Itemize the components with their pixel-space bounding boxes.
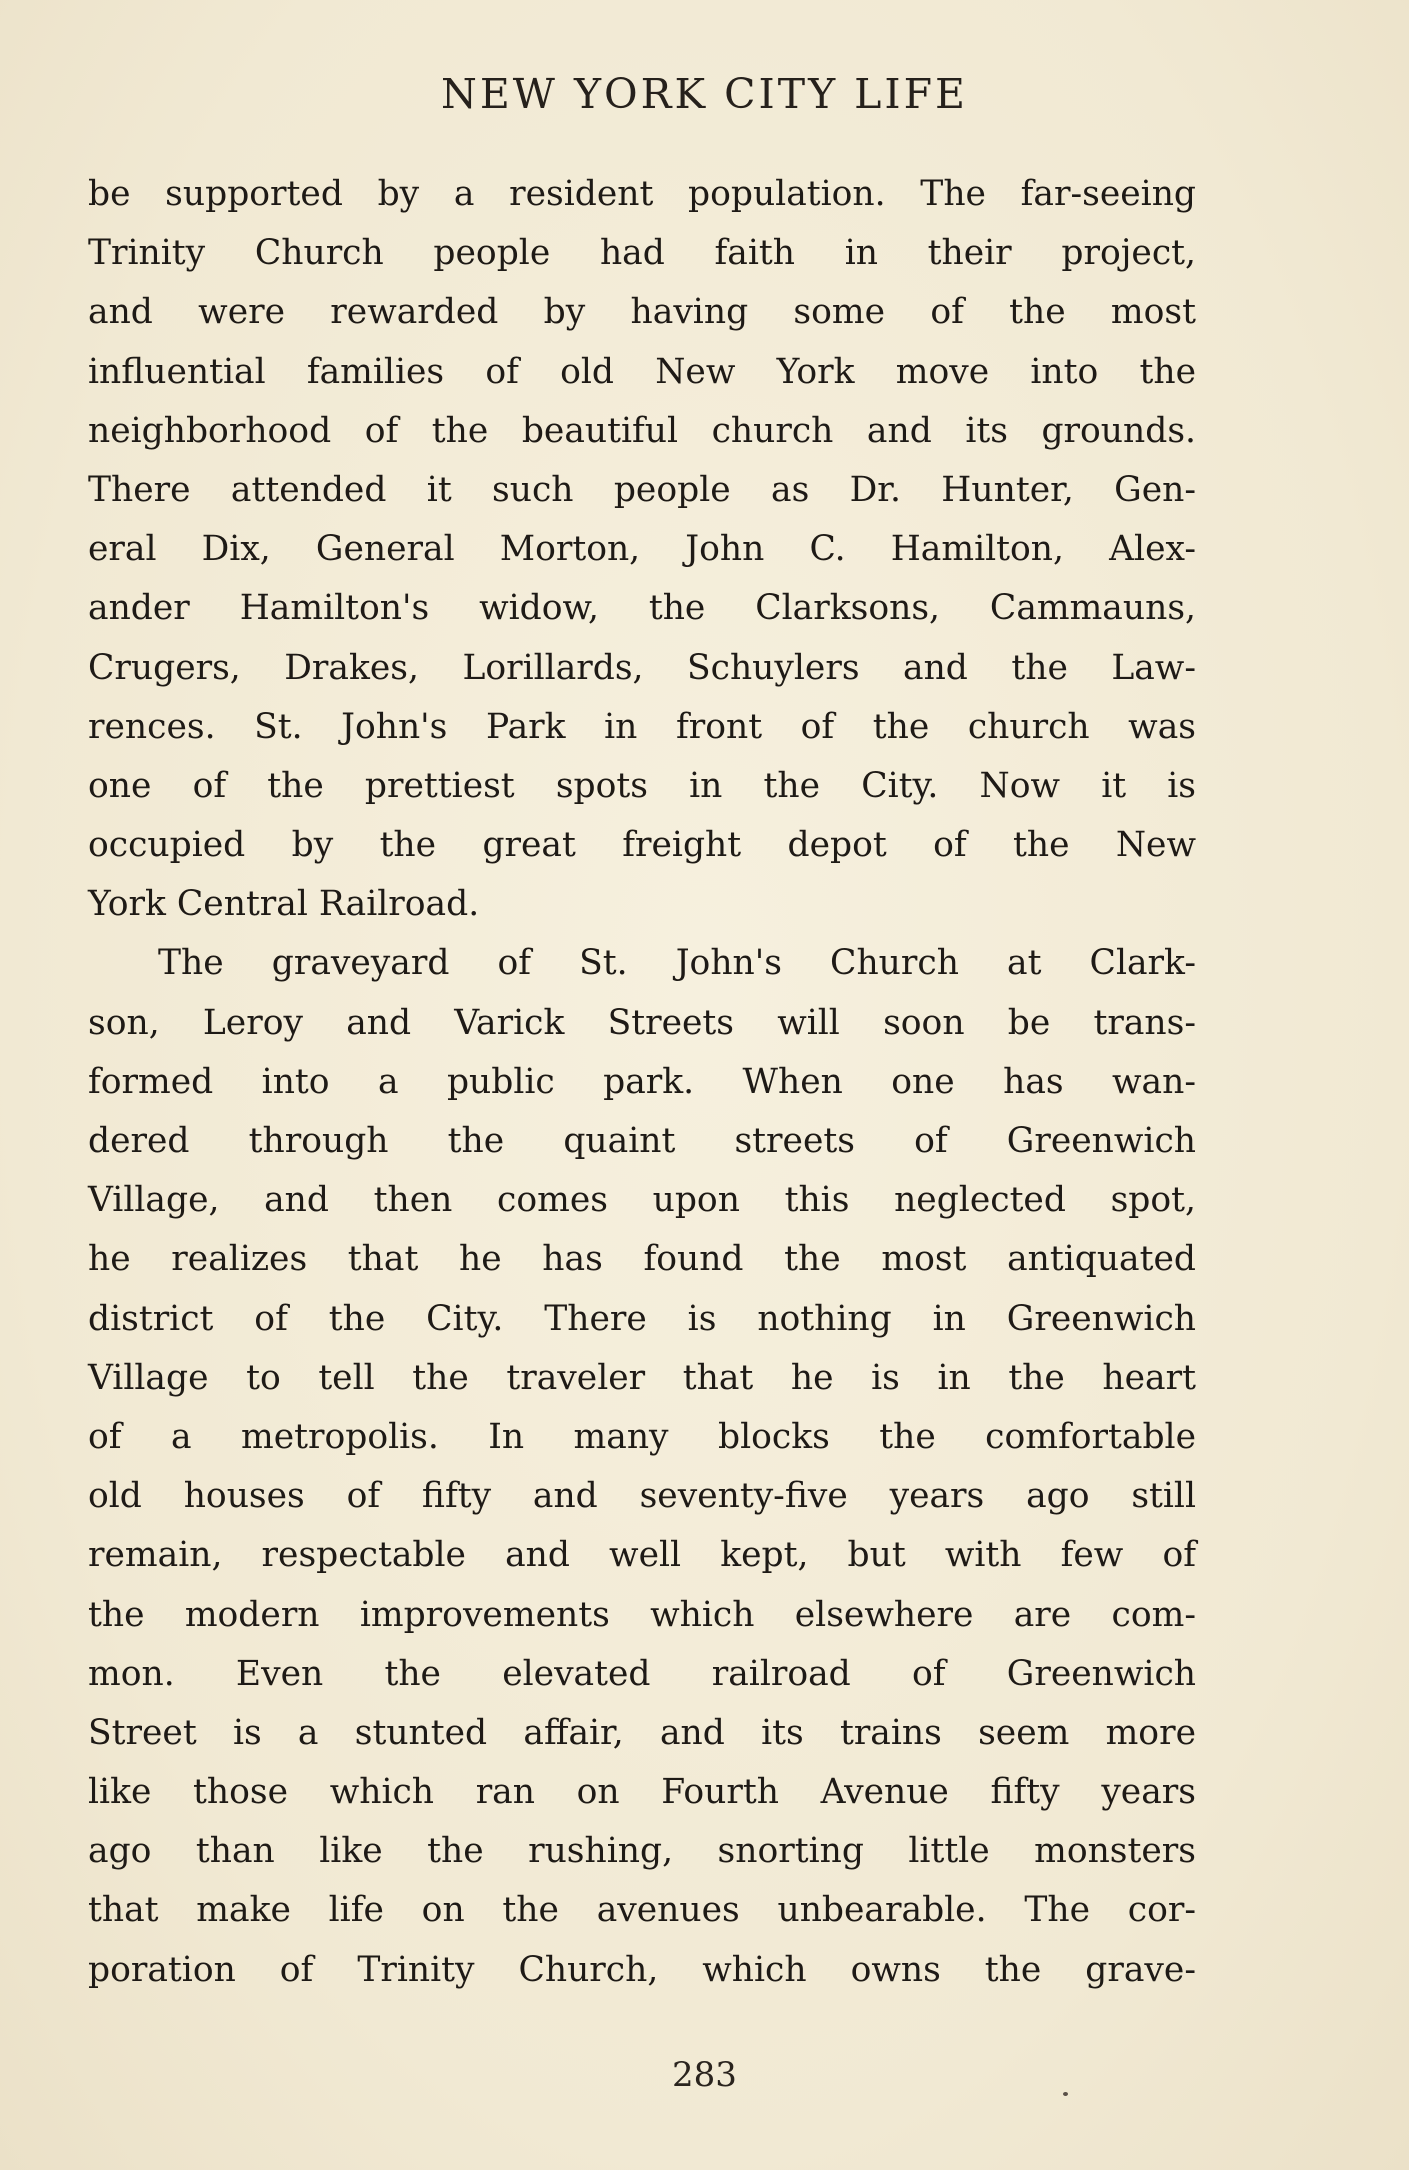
text-line: There attended it such people as Dr. Hunter, Gen- [88,469,1196,510]
text-line: like those which ran on Fourth Avenue fifty years [88,1772,1196,1813]
text-line: The graveyard of St. John's Church at Clark- [158,943,1196,984]
text-line: occupied by the great freight depot of the New [88,825,1196,866]
text-line: York Central Railroad. [88,884,480,925]
text-line: formed into a public park. When one has wan- [88,1061,1196,1102]
text-line: influential families of old New York move into the [88,351,1196,392]
text-line: the modern improvements which elsewhere are com- [88,1594,1196,1635]
ink-speck [1063,2092,1068,2096]
text-line: Village, and then comes upon this neglected spot, [88,1180,1196,1221]
text-line: Trinity Church people had faith in their project, [88,233,1196,274]
text-line: son, Leroy and Varick Streets will soon be trans- [88,1002,1196,1043]
text-line: remain, respectable and well kept, but with few of [88,1535,1196,1576]
text-line: one of the prettiest spots in the City. Now it is [88,765,1196,806]
text-line: poration of Trinity Church, which owns the grave- [88,1949,1196,1990]
text-line: Crugers, Drakes, Lorillards, Schuylers and the Law- [88,647,1196,688]
paragraph [88,165,1196,934]
text-line: old houses of fifty and seventy-five years ago still [88,1476,1196,1517]
text-line: eral Dix, General Morton, John C. Hamilton, Alex- [88,529,1196,570]
text-line: and were rewarded by having some of the most [88,292,1196,333]
text-line: Street is a stunted affair, and its trains seem more [88,1712,1196,1753]
body-text [88,165,1196,2000]
paragraph [88,934,1196,1999]
text-line: of a metropolis. In many blocks the comfortable [88,1416,1196,1457]
text-line: ago than like the rushing, snorting little monsters [88,1831,1196,1872]
text-line: Village to tell the traveler that he is in the heart [88,1357,1196,1398]
text-line: ander Hamilton's widow, the Clarksons, Cammauns, [88,588,1196,629]
text-line: rences. St. John's Park in front of the church was [88,706,1196,747]
text-line: mon. Even the elevated railroad of Greenwich [88,1653,1196,1694]
running-head: NEW YORK CITY LIFE [440,70,968,118]
text-line: be supported by a resident population. The far-seeing [88,174,1196,214]
text-line: dered through the quaint streets of Greenwich [88,1121,1196,1161]
text-line: that make life on the avenues unbearable. The cor- [88,1890,1196,1931]
text-line: district of the City. There is nothing in Greenwich [88,1298,1196,1339]
text-line: he realizes that he has found the most antiquated [88,1239,1196,1280]
page-number: 283 [672,2055,737,2095]
text-line: neighborhood of the beautiful church and its grounds. [88,410,1196,451]
